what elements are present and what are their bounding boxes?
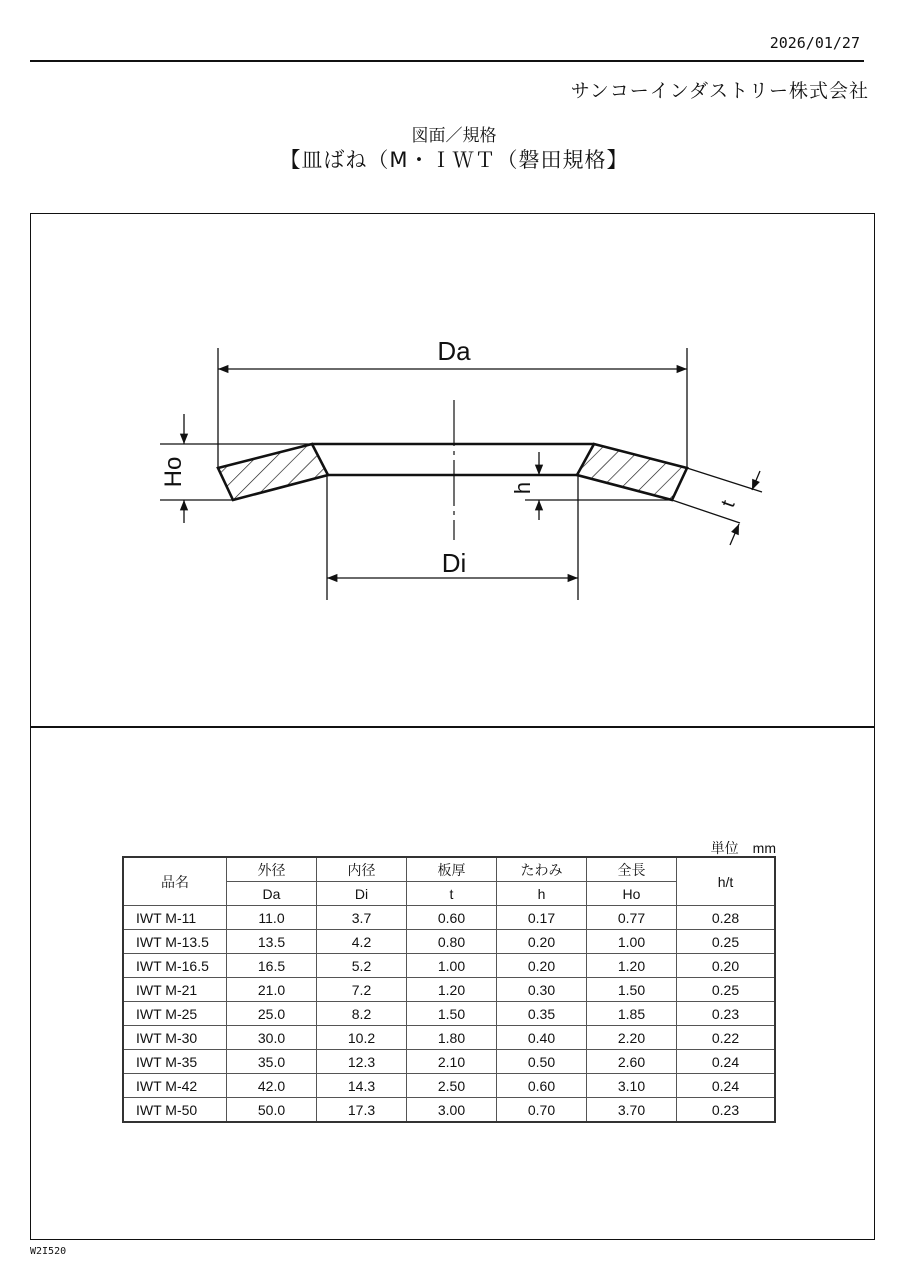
table-body bbox=[123, 906, 775, 1123]
cell-value: 1.50 bbox=[407, 1002, 497, 1026]
cell-value: 10.2 bbox=[317, 1026, 407, 1050]
cell-value: 2.60 bbox=[587, 1050, 677, 1074]
cell-value: 0.50 bbox=[497, 1050, 587, 1074]
header-inner-dia: 内径 bbox=[317, 857, 407, 882]
cell-value: 0.30 bbox=[497, 978, 587, 1002]
cell-value: 0.20 bbox=[497, 930, 587, 954]
label-t: t bbox=[717, 497, 740, 511]
cell-product-name: IWT M-11 bbox=[123, 906, 227, 930]
cell-value: 42.0 bbox=[227, 1074, 317, 1098]
cell-value: 1.00 bbox=[407, 954, 497, 978]
dimension-t bbox=[672, 468, 762, 545]
cell-value: 3.70 bbox=[587, 1098, 677, 1123]
cell-value: 0.40 bbox=[497, 1026, 587, 1050]
cell-value: 17.3 bbox=[317, 1098, 407, 1123]
header-overall-height: 全長 bbox=[587, 857, 677, 882]
cell-value: 1.85 bbox=[587, 1002, 677, 1026]
document-code: W2I520 bbox=[30, 1246, 67, 1257]
cell-product-name: IWT M-13.5 bbox=[123, 930, 227, 954]
table-row bbox=[123, 1002, 775, 1026]
label-ho: Ho bbox=[160, 456, 187, 488]
header-symbol-h: h bbox=[497, 882, 587, 906]
header-ratio: h/t bbox=[677, 857, 776, 906]
cell-value: 0.70 bbox=[497, 1098, 587, 1123]
header-deflection: たわみ bbox=[497, 857, 587, 882]
cell-value: 11.0 bbox=[227, 906, 317, 930]
cell-value: 0.80 bbox=[407, 930, 497, 954]
company-name: サンコーインダストリー株式会社 bbox=[570, 80, 869, 102]
cell-value: 1.50 bbox=[587, 978, 677, 1002]
cell-product-name: IWT M-42 bbox=[123, 1074, 227, 1098]
document-subtitle: 図面／規格 bbox=[411, 126, 497, 146]
cell-value: 2.20 bbox=[587, 1026, 677, 1050]
document-title: 【皿ばね（M・ＩＷＴ（磐田規格】 bbox=[279, 148, 629, 172]
cell-product-name: IWT M-16.5 bbox=[123, 954, 227, 978]
cell-product-name: IWT M-25 bbox=[123, 1002, 227, 1026]
cell-value: 0.25 bbox=[677, 978, 776, 1002]
header-outer-dia: 外径 bbox=[227, 857, 317, 882]
header-symbol-ho: Ho bbox=[587, 882, 677, 906]
table-row bbox=[123, 930, 775, 954]
label-di: Di bbox=[441, 548, 467, 578]
cell-value: 13.5 bbox=[227, 930, 317, 954]
cell-value: 0.77 bbox=[587, 906, 677, 930]
cell-value: 0.60 bbox=[407, 906, 497, 930]
cell-value: 3.7 bbox=[317, 906, 407, 930]
cell-value: 0.25 bbox=[677, 930, 776, 954]
cell-value: 0.60 bbox=[497, 1074, 587, 1098]
table-row bbox=[123, 906, 775, 930]
table-row bbox=[123, 954, 775, 978]
table-row bbox=[123, 1050, 775, 1074]
cell-product-name: IWT M-21 bbox=[123, 978, 227, 1002]
cell-value: 14.3 bbox=[317, 1074, 407, 1098]
cell-product-name: IWT M-50 bbox=[123, 1098, 227, 1123]
table-row bbox=[123, 1026, 775, 1050]
cell-value: 0.23 bbox=[677, 1098, 776, 1123]
unit-label: 単位 mm bbox=[710, 840, 776, 856]
cell-value: 4.2 bbox=[317, 930, 407, 954]
header-name: 品名 bbox=[123, 857, 227, 906]
cell-value: 8.2 bbox=[317, 1002, 407, 1026]
cell-value: 1.20 bbox=[587, 954, 677, 978]
table-row bbox=[123, 1098, 775, 1123]
cell-value: 0.35 bbox=[497, 1002, 587, 1026]
header-symbol-di: Di bbox=[317, 882, 407, 906]
cell-value: 7.2 bbox=[317, 978, 407, 1002]
spring-cross-section bbox=[218, 444, 687, 500]
cell-value: 1.20 bbox=[407, 978, 497, 1002]
cell-value: 3.10 bbox=[587, 1074, 677, 1098]
cell-value: 0.24 bbox=[677, 1050, 776, 1074]
header-symbol-t: t bbox=[407, 882, 497, 906]
label-da: Da bbox=[437, 336, 471, 366]
cell-value: 12.3 bbox=[317, 1050, 407, 1074]
table-header-row bbox=[123, 857, 775, 882]
cell-value: 0.20 bbox=[677, 954, 776, 978]
cell-value: 30.0 bbox=[227, 1026, 317, 1050]
cell-value: 5.2 bbox=[317, 954, 407, 978]
cell-value: 21.0 bbox=[227, 978, 317, 1002]
cell-value: 16.5 bbox=[227, 954, 317, 978]
cell-product-name: IWT M-35 bbox=[123, 1050, 227, 1074]
cell-value: 2.50 bbox=[407, 1074, 497, 1098]
cell-value: 35.0 bbox=[227, 1050, 317, 1074]
cell-value: 0.23 bbox=[677, 1002, 776, 1026]
cell-value: 0.28 bbox=[677, 906, 776, 930]
cell-value: 0.20 bbox=[497, 954, 587, 978]
spec-table bbox=[122, 856, 776, 1123]
cell-value: 25.0 bbox=[227, 1002, 317, 1026]
cell-value: 1.80 bbox=[407, 1026, 497, 1050]
cell-value: 2.10 bbox=[407, 1050, 497, 1074]
dimension-da bbox=[218, 336, 687, 468]
table-row bbox=[123, 978, 775, 1002]
table-row bbox=[123, 1074, 775, 1098]
cell-product-name: IWT M-30 bbox=[123, 1026, 227, 1050]
cell-value: 0.24 bbox=[677, 1074, 776, 1098]
document-date: 2026/01/27 bbox=[769, 34, 860, 52]
cell-value: 0.22 bbox=[677, 1026, 776, 1050]
header-symbol-da: Da bbox=[227, 882, 317, 906]
cell-value: 1.00 bbox=[587, 930, 677, 954]
cell-value: 50.0 bbox=[227, 1098, 317, 1123]
dimension-di bbox=[327, 476, 578, 600]
label-h: h bbox=[510, 481, 535, 495]
cell-value: 3.00 bbox=[407, 1098, 497, 1123]
header-thickness: 板厚 bbox=[407, 857, 497, 882]
cell-value: 0.17 bbox=[497, 906, 587, 930]
